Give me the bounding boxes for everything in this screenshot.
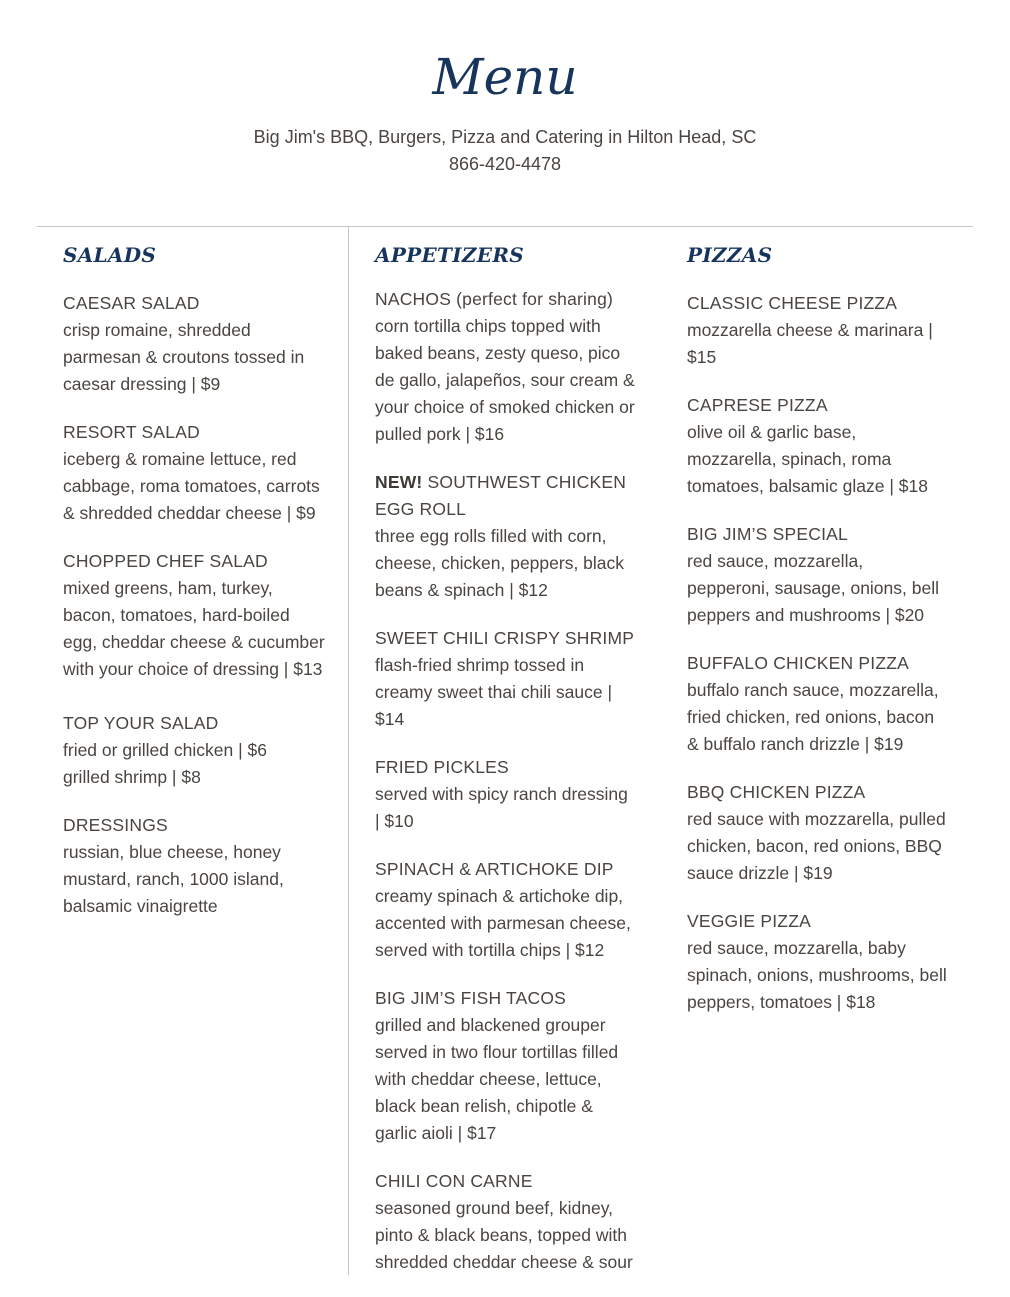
item-name: TOP YOUR SALAD [63,713,219,733]
item-name: SWEET CHILI CRISPY SHRIMP [375,628,635,648]
item-description: mixed greens, ham, turkey, bacon, tomatoes, hard-boiled egg, cheddar cheese & cucumber with your choice of dressing | $13 [63,578,325,679]
item-description: crisp romaine, shredded parmesan & croutons tossed in caesar dressing | $9 [63,320,305,394]
item-name: SOUTHWEST CHICKEN EGG ROLL [375,472,627,519]
item-description: served with spicy ranch dressing | $10 [375,784,628,831]
pizzas-list [687,290,949,1016]
appetizers-list [375,286,637,1276]
menu-item [687,650,949,758]
menu-item [687,521,949,629]
item-description: seasoned ground beef, kidney, pinto & black beans, topped with shredded cheddar cheese & sour [375,1198,633,1272]
menu-item [375,985,637,1147]
pizzas-column [687,240,949,1037]
item-description: olive oil & garlic base, mozzarella, spinach, roma tomatoes, balsamic glaze | $18 [687,422,928,496]
page-title: Menu [432,48,578,106]
item-name: BBQ CHICKEN PIZZA [687,782,866,802]
menu-item [63,812,325,920]
column-divider [348,226,349,1275]
restaurant-info [0,124,1010,178]
new-badge: NEW! [375,472,423,492]
item-name-with-tag [375,469,637,523]
menu-item [63,710,325,791]
appetizers-column [375,240,637,1297]
section-title-appetizers: APPETIZERS [375,243,524,267]
menu-item [63,548,325,683]
item-description: creamy spinach & artichoke dip, accented with parmesan cheese, served with tortilla chips | $12 [375,886,631,960]
menu-item [375,625,637,733]
item-description: red sauce, mozzarella, baby spinach, onions, mushrooms, bell peppers, tomatoes | $18 [687,938,947,1012]
item-name: RESORT SALAD [63,422,200,442]
item-name: CAESAR SALAD [63,293,200,313]
item-description: mozzarella cheese & marinara | $15 [687,320,933,367]
menu-item [375,469,637,604]
section-title-salads: SALADS [63,243,157,267]
item-name: BIG JIM’S SPECIAL [687,524,848,544]
phone-number[interactable]: 866-420-4478 [448,154,562,174]
item-description-line: fried or grilled chicken | $6 [63,740,267,760]
item-name: FRIED PICKLES [375,757,509,777]
section-title-pizzas: PIZZAS [687,243,773,267]
menu-item [687,908,949,1016]
salads-column [63,240,325,941]
item-description: corn tortilla chips topped with baked beans, zesty queso, pico de gallo, jalapeños, sour cream & your choice of smoked chicken or pulled pork | $16 [375,316,635,444]
item-description-line: grilled shrimp | $8 [63,767,201,787]
restaurant-name: Big Jim's BBQ, Burgers, Pizza and Catering in Hilton Head, SC [253,127,757,147]
header-divider [37,226,973,227]
item-description: buffalo ranch sauce, mozzarella, fried chicken, red onions, bacon & buffalo ranch drizzle | $19 [687,680,939,754]
item-description: red sauce, mozzarella, pepperoni, sausage, onions, bell peppers and mushrooms | $20 [687,551,939,625]
menu-item [63,290,325,398]
item-name: SPINACH & ARTICHOKE DIP [375,859,614,879]
item-name: NACHOS (perfect for sharing) [375,289,614,309]
menu-item [63,419,325,527]
menu-item [375,1168,637,1276]
item-description: iceberg & romaine lettuce, red cabbage, roma tomatoes, carrots & shredded cheddar cheese | $9 [63,449,320,523]
item-name: CAPRESE PIZZA [687,395,828,415]
menu-item [375,856,637,964]
item-name: CHILI CON CARNE [375,1171,533,1191]
menu-item [375,754,637,835]
item-name: VEGGIE PIZZA [687,911,811,931]
menu-item [687,290,949,371]
item-description: russian, blue cheese, honey mustard, ranch, 1000 island, balsamic vinaigrette [63,842,284,916]
item-name: CHOPPED CHEF SALAD [63,551,268,571]
menu-item [687,392,949,500]
item-name: CLASSIC CHEESE PIZZA [687,293,898,313]
menu-item [375,286,637,448]
item-name: DRESSINGS [63,815,168,835]
salads-list [63,290,325,920]
menu-item [687,779,949,887]
item-description: flash-fried shrimp tossed in creamy sweet thai chili sauce | $14 [375,655,613,729]
item-description: red sauce with mozzarella, pulled chicken, bacon, red onions, BBQ sauce drizzle | $19 [687,809,946,883]
item-description: grilled and blackened grouper served in two flour tortillas filled with cheddar cheese, lettuce, black bean relish, chipotle & garlic aioli | $17 [375,1015,619,1143]
item-description: three egg rolls filled with corn, cheese, chicken, peppers, black beans & spinach | $12 [375,526,625,600]
item-name: BIG JIM’S FISH TACOS [375,988,567,1008]
item-name: BUFFALO CHICKEN PIZZA [687,653,910,673]
